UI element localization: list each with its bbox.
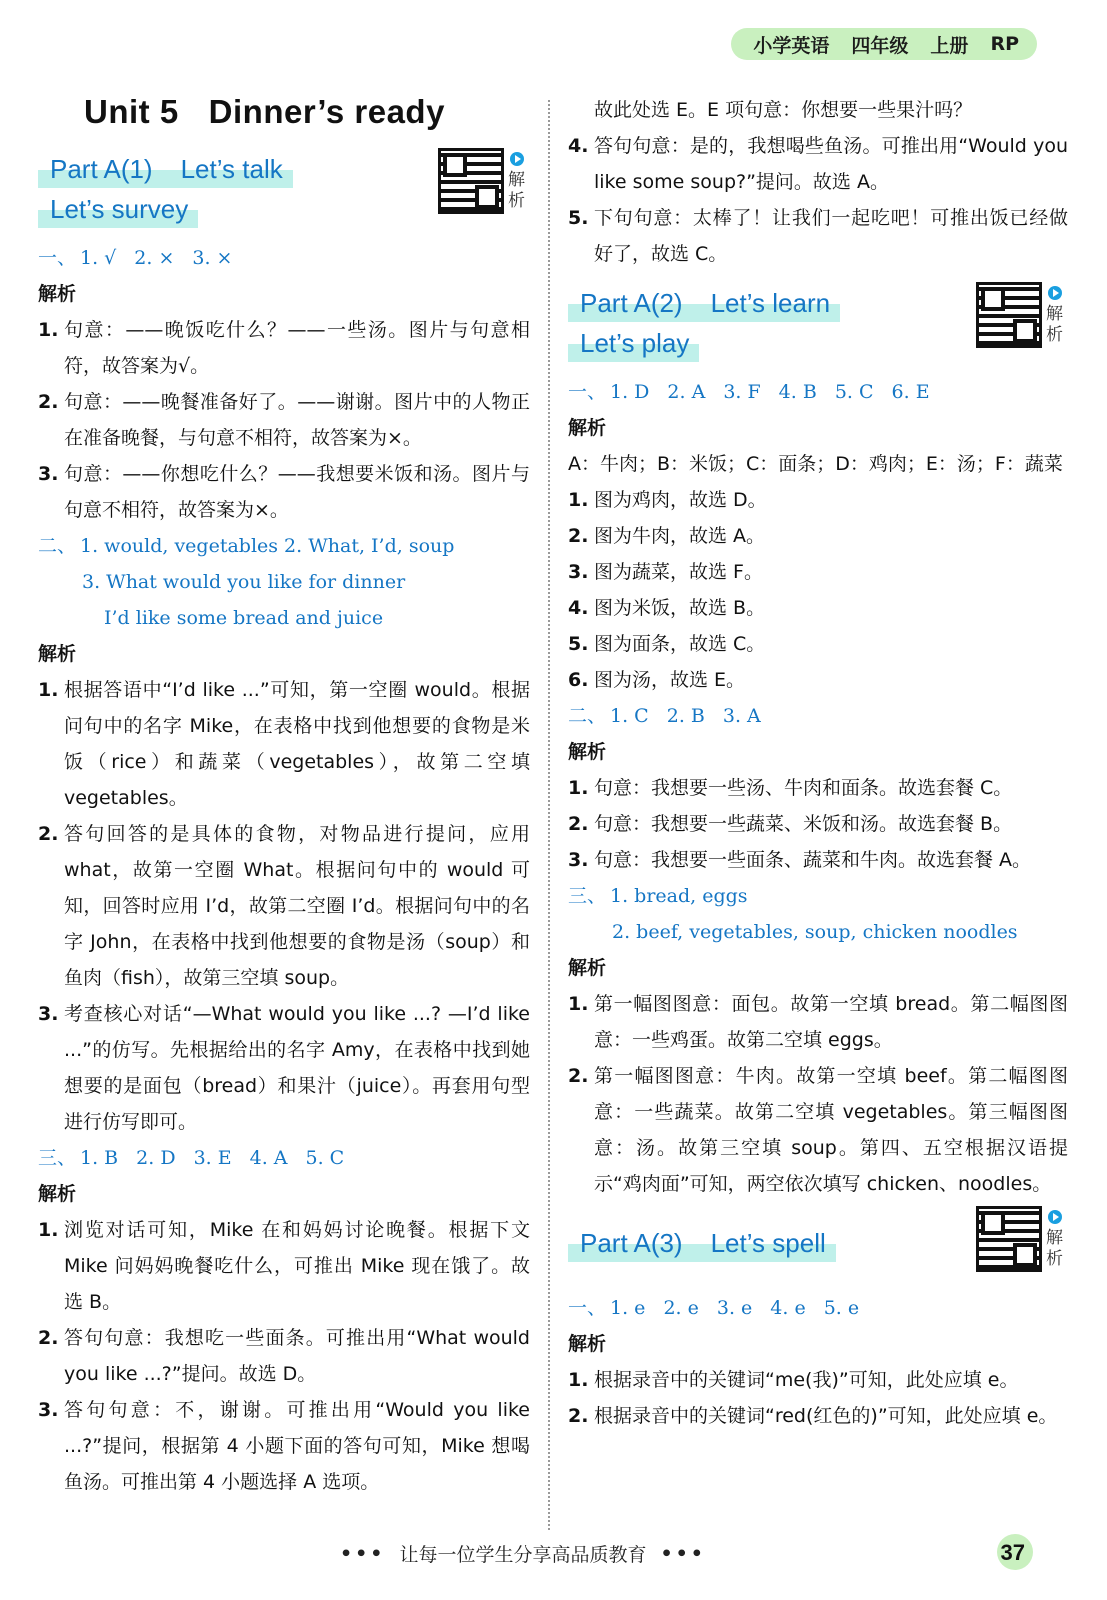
answer: 5. e bbox=[823, 1297, 860, 1319]
item-text: 句意：——晚餐准备好了。——谢谢。图片中的人物正在准备晚餐，与句意不相符，故答案为×。 bbox=[64, 391, 530, 449]
header-subject: 小学英语 bbox=[753, 34, 830, 57]
explanation-item bbox=[38, 312, 530, 384]
answer: 5. C bbox=[834, 381, 874, 403]
analysis-heading: 解析 bbox=[38, 283, 77, 305]
explanation-item bbox=[568, 200, 1068, 272]
answer-line: 1. bread, eggs bbox=[610, 885, 748, 907]
part-heading-a2 bbox=[568, 282, 1068, 368]
explanation-item bbox=[568, 590, 1068, 626]
analysis-heading: 解析 bbox=[568, 741, 607, 763]
item-number: 1. bbox=[38, 679, 59, 701]
item-text: 答句句意：我想吃一些面条。可推出用“What would you like ...?”提问。故选 D。 bbox=[64, 1327, 530, 1385]
item-text: 下句句意：太棒了！让我们一起吃吧！可推出饭已经做好了，故选 C。 bbox=[594, 207, 1068, 265]
answer: 3. × bbox=[192, 247, 233, 269]
item-text: 图为汤，故选 E。 bbox=[594, 669, 746, 691]
header-grade: 四年级 bbox=[851, 34, 909, 57]
explanation-item bbox=[568, 842, 1068, 878]
analysis-heading: 解析 bbox=[38, 1183, 77, 1205]
qr-label: 解析 bbox=[1046, 304, 1063, 345]
part-label: Part A(2) bbox=[580, 288, 683, 318]
item-number: 2. bbox=[568, 813, 589, 835]
item-number: 2. bbox=[568, 525, 589, 547]
unit-name: Dinner’s ready bbox=[208, 93, 445, 130]
item-number: 2. bbox=[568, 1405, 589, 1427]
unit-title bbox=[84, 86, 530, 138]
item-text: 根据录音中的关键词“me(我)”可知，此处应填 e。 bbox=[594, 1369, 1019, 1391]
answer: 2. × bbox=[134, 247, 175, 269]
footer-slogan: 让每一位学生分享高品质教育 bbox=[399, 1544, 647, 1566]
qr-code-icon bbox=[976, 1206, 1042, 1272]
answer: 1. e bbox=[610, 1297, 646, 1319]
item-number: 2. bbox=[38, 1327, 59, 1349]
part-section: Let’s talk bbox=[180, 154, 283, 184]
item-text: 根据录音中的关键词“red(红色的)”可知，此处应填 e。 bbox=[594, 1405, 1058, 1427]
answer: 2. e bbox=[663, 1297, 699, 1319]
item-number: 2. bbox=[38, 391, 59, 413]
answers-section-2 bbox=[38, 528, 530, 564]
part-heading-a1 bbox=[38, 148, 530, 234]
section-prefix: 一、 bbox=[38, 247, 77, 269]
item-text: 图为面条，故选 C。 bbox=[594, 633, 766, 655]
explanation-item bbox=[38, 816, 530, 996]
unit-label: Unit 5 bbox=[84, 93, 179, 130]
answer: 5. C bbox=[305, 1147, 345, 1169]
header-edition: RP bbox=[990, 33, 1019, 55]
item-number: 1. bbox=[38, 319, 59, 341]
part-heading-line1 bbox=[568, 282, 840, 322]
answer: 3. e bbox=[716, 1297, 753, 1319]
answer: 4. A bbox=[249, 1147, 288, 1169]
play-icon bbox=[1048, 1210, 1062, 1224]
right-column bbox=[568, 92, 1068, 1434]
left-column bbox=[38, 86, 530, 1500]
item-number: 1. bbox=[568, 1369, 589, 1391]
analysis-heading: 解析 bbox=[568, 957, 607, 979]
analysis-heading: 解析 bbox=[38, 643, 77, 665]
analysis-heading: 解析 bbox=[568, 1333, 607, 1355]
answer: 3. E bbox=[193, 1147, 232, 1169]
answers-section-4 bbox=[568, 1290, 1068, 1326]
header-volume: 上册 bbox=[930, 34, 969, 57]
answer: 2. B bbox=[666, 705, 705, 727]
part-section: Let’s spell bbox=[710, 1228, 826, 1258]
item-text: 句意：——晚饭吃什么？——一些汤。图片与句意相符，故答案为√。 bbox=[64, 319, 530, 377]
section-prefix: 一、 bbox=[568, 381, 607, 403]
section-prefix: 三、 bbox=[38, 1147, 77, 1169]
item-number: 3. bbox=[568, 849, 589, 871]
answers-section-1 bbox=[38, 240, 530, 276]
explanation-item bbox=[38, 672, 530, 816]
item-text: 句意：我想要一些汤、牛肉和面条。故选套餐 C。 bbox=[594, 777, 1013, 799]
continued-text: 故此处选 E。E 项句意：你想要一些果汁吗？ bbox=[594, 99, 973, 121]
qr-code[interactable] bbox=[976, 1206, 1068, 1278]
part-heading-line1 bbox=[568, 1222, 836, 1262]
explanation-item bbox=[38, 384, 530, 456]
part-label: Part A(3) bbox=[580, 1228, 683, 1258]
section-prefix: 二、 bbox=[38, 535, 77, 557]
part-heading-line1 bbox=[38, 148, 293, 188]
explanation-item bbox=[568, 128, 1068, 200]
answer: 1. D bbox=[610, 381, 650, 403]
page-number: 37 bbox=[1000, 1540, 1025, 1565]
qr-code[interactable] bbox=[438, 148, 530, 220]
item-text: 考查核心对话“—What would you like ...? —I’d like ...”的仿写。先根据给出的名字 Amy，在表格中找到她想要的是面包（bread）和果汁（juice）。再套用句型进行仿写即可。 bbox=[64, 1003, 530, 1133]
answer: 1. √ bbox=[80, 247, 117, 269]
answer: 2. D bbox=[136, 1147, 176, 1169]
explanation-item bbox=[38, 996, 530, 1140]
item-number: 2. bbox=[38, 823, 59, 845]
explanation-item bbox=[38, 1392, 530, 1500]
answers-section-2 bbox=[568, 698, 1068, 734]
item-number: 1. bbox=[568, 489, 589, 511]
explanation-item bbox=[568, 1398, 1068, 1434]
answer-line: 3. What would you like for dinner bbox=[82, 571, 406, 593]
item-text: 图为牛肉，故选 A。 bbox=[594, 525, 766, 547]
qr-label: 解析 bbox=[1046, 1228, 1063, 1269]
item-number: 1. bbox=[568, 777, 589, 799]
part-heading-line2: Let’s play bbox=[568, 322, 699, 362]
explanation-item bbox=[568, 554, 1068, 590]
item-number: 2. bbox=[568, 1065, 589, 1087]
answer: 3. A bbox=[722, 705, 761, 727]
answer-line: 1. would, vegetables 2. What, I’d, soup bbox=[80, 535, 455, 557]
item-text: 答句句意：是的，我想喝些鱼汤。可推出用“Would you like some soup?”提问。故选 A。 bbox=[594, 135, 1068, 193]
item-text: 根据答语中“I’d like ...”可知，第一空圈 would。根据问句中的名字 Mike，在表格中找到他想要的食物是米饭（rice）和蔬菜（vegetables），故第二空填 vegetables。 bbox=[64, 679, 530, 809]
explanation-item bbox=[568, 518, 1068, 554]
qr-label: 解析 bbox=[508, 170, 525, 211]
answer: 1. B bbox=[80, 1147, 119, 1169]
item-number: 3. bbox=[38, 1399, 59, 1421]
analysis-heading: 解析 bbox=[568, 417, 607, 439]
item-number: 3. bbox=[38, 1003, 59, 1025]
answer: 2. A bbox=[667, 381, 706, 403]
item-number: 1. bbox=[568, 993, 589, 1015]
answers-section-3 bbox=[38, 1140, 530, 1176]
explanation-item bbox=[568, 1362, 1068, 1398]
part-section: Let’s learn bbox=[710, 288, 831, 318]
item-number: 5. bbox=[568, 633, 589, 655]
item-text: 浏览对话可知，Mike 在和妈妈讨论晚餐。根据下文 Mike 问妈妈晚餐吃什么，可推出 Mike 现在饿了。故选 B。 bbox=[64, 1219, 530, 1313]
explanation-item bbox=[568, 662, 1068, 698]
part-heading-a3 bbox=[568, 1222, 1068, 1284]
answer: 4. e bbox=[770, 1297, 806, 1319]
option-key: A：牛肉；B：米饭；C：面条；D：鸡肉；E：汤；F：蔬菜 bbox=[568, 453, 1063, 475]
explanation-item bbox=[38, 1212, 530, 1320]
item-number: 3. bbox=[568, 561, 589, 583]
header-badge bbox=[731, 28, 1037, 60]
explanation-item bbox=[568, 806, 1068, 842]
answer: 6. E bbox=[891, 381, 930, 403]
item-number: 1. bbox=[38, 1219, 59, 1241]
explanation-item bbox=[568, 770, 1068, 806]
section-prefix: 二、 bbox=[568, 705, 607, 727]
answers-section-1 bbox=[568, 374, 1068, 410]
item-text: 图为鸡肉，故选 D。 bbox=[594, 489, 767, 511]
item-text: 句意：我想要一些蔬菜、米饭和汤。故选套餐 B。 bbox=[594, 813, 1013, 835]
item-text: 答句句意：不，谢谢。可推出用“Would you like ...?”提问，根据第 4 小题下面的答句可知，Mike 想喝鱼汤。可推出第 4 小题选择 A 选项。 bbox=[64, 1399, 530, 1493]
item-text: 图为蔬菜，故选 F。 bbox=[594, 561, 763, 583]
play-icon bbox=[510, 152, 524, 166]
answer-line: I’d like some bread and juice bbox=[104, 607, 384, 629]
item-text: 图为米饭，故选 B。 bbox=[594, 597, 766, 619]
item-text: 答句回答的是具体的食物，对物品进行提问，应用 what，故第一空圈 What。根据问句中的 would 可知，回答时应用 I’d，故第二空圈 I’d。根据问句中的名字 John，在表格中找到他想要的食物是汤（soup）和鱼肉（fish），故第三空填 soup。 bbox=[64, 823, 530, 989]
qr-code-icon bbox=[438, 148, 504, 214]
item-number: 6. bbox=[568, 669, 589, 691]
item-text: 第一幅图图意：牛肉。故第一空填 beef。第二幅图图意：一些蔬菜。故第二空填 vegetables。第三幅图图意：汤。故第三空填 soup。第四、五空根据汉语提示“鸡肉面”可知，两空依次填写 chicken、noodles。 bbox=[594, 1065, 1068, 1195]
part-heading-line2: Let’s survey bbox=[38, 188, 198, 228]
explanation-item bbox=[568, 986, 1068, 1058]
answer: 4. B bbox=[778, 381, 817, 403]
explanation-item bbox=[568, 626, 1068, 662]
answer: 3. F bbox=[723, 381, 761, 403]
part-label: Part A(1) bbox=[50, 154, 153, 184]
footer-dots: ••• bbox=[340, 1542, 386, 1565]
answers-section-3 bbox=[568, 878, 1068, 914]
item-text: 句意：我想要一些面条、蔬菜和牛肉。故选套餐 A。 bbox=[594, 849, 1032, 871]
play-icon bbox=[1048, 286, 1062, 300]
column-divider bbox=[548, 100, 550, 1530]
explanation-item bbox=[568, 482, 1068, 518]
section-prefix: 三、 bbox=[568, 885, 607, 907]
item-number: 4. bbox=[568, 597, 589, 619]
item-text: 句意：——你想吃什么？——我想要米饭和汤。图片与句意不相符，故答案为×。 bbox=[64, 463, 530, 521]
section-prefix: 一、 bbox=[568, 1297, 607, 1319]
qr-code[interactable] bbox=[976, 282, 1068, 354]
answer: 1. C bbox=[610, 705, 649, 727]
item-number: 5. bbox=[568, 207, 589, 229]
footer-dots: ••• bbox=[660, 1542, 706, 1565]
item-text: 第一幅图图意：面包。故第一空填 bread。第二幅图图意：一些鸡蛋。故第二空填 eggs。 bbox=[594, 993, 1068, 1051]
explanation-item bbox=[568, 1058, 1068, 1202]
explanation-item bbox=[38, 1320, 530, 1392]
item-number: 3. bbox=[38, 463, 59, 485]
footer bbox=[340, 1540, 706, 1567]
item-number: 4. bbox=[568, 135, 589, 157]
qr-code-icon bbox=[976, 282, 1042, 348]
answer-line: 2. beef, vegetables, soup, chicken noodles bbox=[612, 921, 1018, 943]
explanation-item bbox=[38, 456, 530, 528]
